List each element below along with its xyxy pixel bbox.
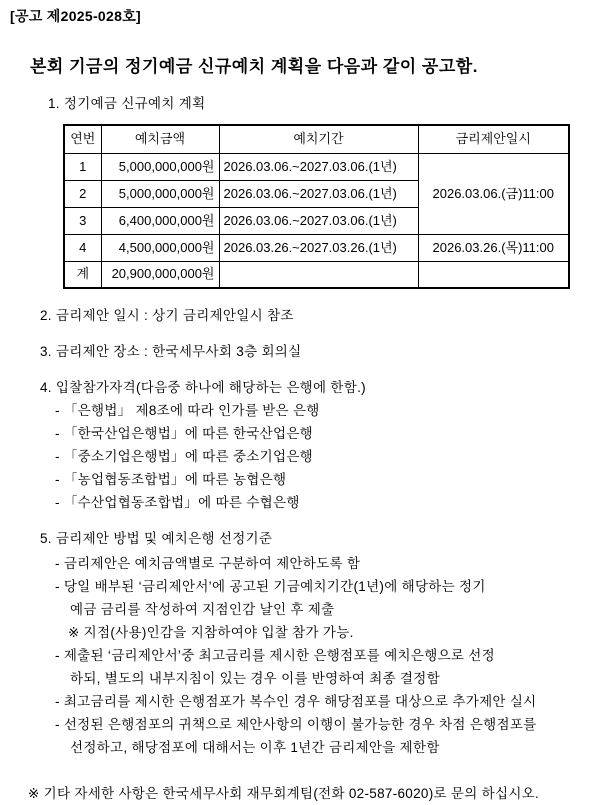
cell-amount: 6,400,000,000원 xyxy=(101,207,219,234)
cell-total-amount: 20,900,000,000원 xyxy=(101,261,219,288)
cell-no: 2 xyxy=(64,180,101,207)
method-line: - 금리제안은 예치금액별로 구분하여 제안하도록 함 xyxy=(55,556,361,571)
cell-proposal-datetime: 2026.03.26.(목)11:00 xyxy=(418,234,569,261)
cell-amount: 5,000,000,000원 xyxy=(101,153,219,180)
col-header-amount: 예치금액 xyxy=(101,125,219,153)
section-4-heading: 4. 입찰참가자격(다음중 하나에 해당하는 은행에 한함.) xyxy=(40,380,366,395)
method-line: - 당일 배부된 ‘금리제안서’에 공고된 기금예치기간(1년)에 해당하는 정기 xyxy=(55,579,486,594)
cell-period: 2026.03.06.~2027.03.06.(1년) xyxy=(219,153,418,180)
method-line: - 선정된 은행점포의 귀책으로 제안사항의 이행이 불가능한 경우 차점 은행점포를 xyxy=(55,717,537,732)
notice-number: [공고 제2025-028호] xyxy=(10,8,141,24)
cell-no: 4 xyxy=(64,234,101,261)
table-row xyxy=(64,153,569,180)
method-list xyxy=(10,552,606,759)
method-line: - 최고금리를 제시한 은행점포가 복수인 경우 해당점포를 대상으로 추가제안 실시 xyxy=(55,694,537,709)
section-3-heading: 3. 금리제안 장소 : 한국세무사회 3층 회의실 xyxy=(40,344,302,359)
method-line-continuation: 하되, 별도의 내부지침이 있는 경우 이를 반영하여 최종 결정함 xyxy=(70,671,440,686)
qualification-item: - 「중소기업은행법」에 따른 중소기업은행 xyxy=(55,449,314,464)
cell-period: 2026.03.06.~2027.03.06.(1년) xyxy=(219,207,418,234)
table-row xyxy=(64,234,569,261)
cell-no: 1 xyxy=(64,153,101,180)
footer-contact-note: ※ 기타 자세한 사항은 한국세무사회 재무회계팀(전화 02-587-6020)로 문의 하십시오. xyxy=(28,786,540,801)
section-2-heading: 2. 금리제안 일시 : 상기 금리제안일시 참조 xyxy=(40,308,294,323)
qualification-item: - 「수산업협동조합법」에 따른 수협은행 xyxy=(55,495,300,510)
col-header-period: 예치기간 xyxy=(219,125,418,153)
cell-period: 2026.03.26.~2027.03.26.(1년) xyxy=(219,234,418,261)
table-total-row xyxy=(64,261,569,288)
section-5-heading: 5. 금리제안 방법 및 예치은행 선정기준 xyxy=(40,531,273,546)
deposit-plan-table xyxy=(63,124,570,289)
cell-amount: 5,000,000,000원 xyxy=(101,180,219,207)
table-header-row xyxy=(64,125,569,153)
col-header-proposal-datetime: 금리제안일시 xyxy=(418,125,569,153)
col-header-no: 연번 xyxy=(64,125,101,153)
qualification-item: - 「농업협동조합법」에 따른 농협은행 xyxy=(55,472,287,487)
qualification-item: - 「은행법」 제8조에 따라 인가를 받은 은행 xyxy=(55,403,320,418)
cell-period: 2026.03.06.~2027.03.06.(1년) xyxy=(219,180,418,207)
method-line-continuation: 선정하고, 해당점포에 대해서는 이후 1년간 금리제안을 제한함 xyxy=(70,740,440,755)
section-1-heading: 1. 정기예금 신규예치 계획 xyxy=(48,96,206,111)
page-title: 본회 기금의 정기예금 신규예치 계획을 다음과 같이 공고함. xyxy=(30,57,478,76)
cell-amount: 4,500,000,000원 xyxy=(101,234,219,261)
method-line-continuation: 예금 금리를 작성하여 지점인감 날인 후 제출 xyxy=(70,602,335,617)
method-line: - 제출된 ‘금리제안서’중 최고금리를 제시한 은행점포를 예치은행으로 선정 xyxy=(55,648,495,663)
cell-no: 3 xyxy=(64,207,101,234)
cell-total-label: 계 xyxy=(64,261,101,288)
cell-total-period xyxy=(219,261,418,288)
qualification-list xyxy=(55,399,606,514)
qualification-item: - 「한국산업은행법」에 따른 한국산업은행 xyxy=(55,426,314,441)
method-line-note: ※ 지점(사용)인감을 지참하여야 입찰 참가 가능. xyxy=(68,625,354,640)
cell-proposal-datetime-merged: 2026.03.06.(금)11:00 xyxy=(418,153,569,234)
cell-total-datetime xyxy=(418,261,569,288)
